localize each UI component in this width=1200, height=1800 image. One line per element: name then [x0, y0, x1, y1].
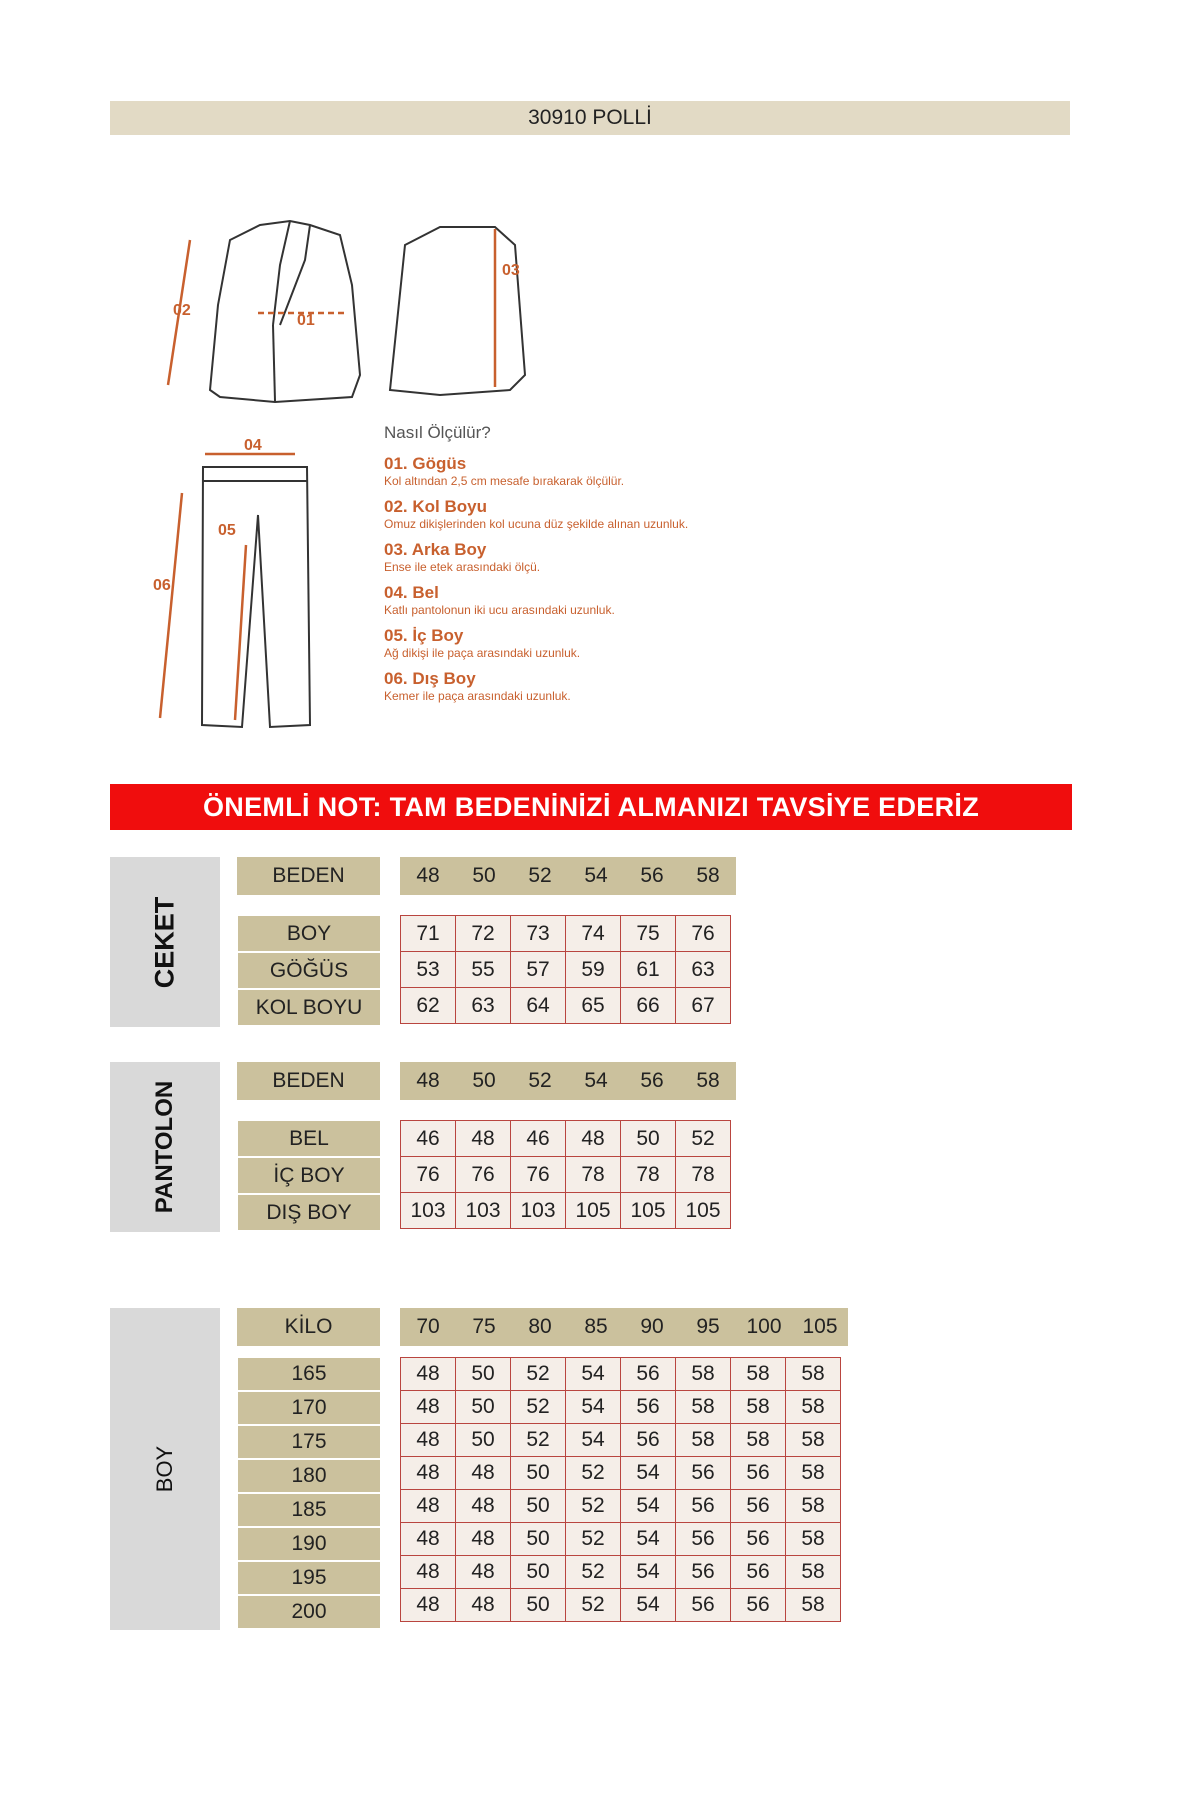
guide-item-title: 06. Dış Boy — [384, 669, 476, 688]
pantolon-row-labels — [238, 1121, 380, 1230]
table-cell: 54 — [621, 1457, 676, 1490]
table-row — [401, 1457, 841, 1490]
table-cell: 50 — [456, 1358, 511, 1391]
table-cell: 56 — [731, 1589, 786, 1622]
table-row — [401, 1391, 841, 1424]
diagram-label-05: 05 — [218, 522, 236, 539]
guide-heading: Nasıl Ölçülür? — [384, 423, 491, 442]
table-cell: 46 — [511, 1121, 566, 1157]
table-cell: 54 — [566, 1424, 621, 1457]
table-cell: 78 — [676, 1157, 731, 1193]
table-cell: 62 — [401, 988, 456, 1024]
table-cell: 48 — [456, 1457, 511, 1490]
table-cell: 48 — [401, 1589, 456, 1622]
size-cell: 48 — [400, 1062, 456, 1100]
table-cell: 105 — [566, 1193, 621, 1229]
boy-header-label: KİLO — [237, 1308, 380, 1346]
table-cell: 103 — [511, 1193, 566, 1229]
guide-item-title: 05. İç Boy — [384, 626, 464, 645]
table-cell: 58 — [786, 1457, 841, 1490]
guide-item-title: 01. Gögüs — [384, 454, 467, 473]
table-cell: 57 — [511, 952, 566, 988]
table-cell: 58 — [786, 1589, 841, 1622]
pantolon-side-label — [110, 1062, 220, 1232]
guide-item-title: 04. Bel — [384, 583, 439, 602]
guide-item-title: 03. Arka Boy — [384, 540, 487, 559]
kilo-cell: 90 — [624, 1308, 680, 1346]
table-cell: 58 — [731, 1391, 786, 1424]
table-cell: 58 — [731, 1358, 786, 1391]
guide-item — [384, 583, 824, 617]
boy-kilo-table — [400, 1357, 841, 1622]
table-cell: 71 — [401, 916, 456, 952]
guide-item — [384, 540, 824, 574]
table-row — [401, 1556, 841, 1589]
table-row — [401, 952, 731, 988]
size-cell: 52 — [512, 857, 568, 895]
row-label: 175 — [238, 1426, 380, 1458]
size-cell: 56 — [624, 1062, 680, 1100]
table-row — [401, 1121, 731, 1157]
table-row — [401, 1358, 841, 1391]
table-cell: 56 — [676, 1589, 731, 1622]
table-row — [401, 916, 731, 952]
table-cell: 50 — [621, 1121, 676, 1157]
table-cell: 105 — [621, 1193, 676, 1229]
table-cell: 54 — [566, 1358, 621, 1391]
table-cell: 56 — [676, 1457, 731, 1490]
table-cell: 48 — [456, 1556, 511, 1589]
row-label: KOL BOYU — [238, 990, 380, 1025]
table-cell: 50 — [511, 1556, 566, 1589]
row-label: 165 — [238, 1358, 380, 1390]
pantolon-measure-table — [400, 1120, 731, 1229]
guide-item-desc: Kol altından 2,5 cm mesafe bırakarak ölçülür. — [384, 474, 625, 488]
table-cell: 64 — [511, 988, 566, 1024]
boy-side-label — [110, 1308, 220, 1630]
table-cell: 52 — [511, 1391, 566, 1424]
diagram-label-01: 01 — [297, 312, 315, 329]
table-cell: 48 — [401, 1391, 456, 1424]
diagram-label-04: 04 — [244, 437, 262, 454]
pantolon-side-text: PANTOLON — [151, 1080, 179, 1214]
table-cell: 48 — [401, 1490, 456, 1523]
table-cell: 67 — [676, 988, 731, 1024]
guide-item — [384, 669, 824, 703]
table-cell: 55 — [456, 952, 511, 988]
kilo-cell: 105 — [792, 1308, 848, 1346]
diagram-label-02: 02 — [173, 302, 191, 319]
table-cell: 48 — [401, 1457, 456, 1490]
row-label: 195 — [238, 1562, 380, 1594]
table-cell: 75 — [621, 916, 676, 952]
table-row — [401, 988, 731, 1024]
row-label: DIŞ BOY — [238, 1195, 380, 1230]
table-cell: 73 — [511, 916, 566, 952]
table-cell: 105 — [676, 1193, 731, 1229]
table-cell: 59 — [566, 952, 621, 988]
table-cell: 52 — [566, 1523, 621, 1556]
measurement-guide — [384, 423, 824, 712]
table-cell: 56 — [731, 1556, 786, 1589]
pantolon-header-label: BEDEN — [237, 1062, 380, 1100]
size-cell: 50 — [456, 857, 512, 895]
guide-item-desc: Omuz dikişlerinden kol ucuna düz şekilde alınan uzunluk. — [384, 517, 689, 531]
table-cell: 53 — [401, 952, 456, 988]
table-cell: 48 — [566, 1121, 621, 1157]
table-cell: 58 — [676, 1391, 731, 1424]
table-cell: 56 — [731, 1523, 786, 1556]
table-cell: 54 — [566, 1391, 621, 1424]
table-cell: 48 — [456, 1121, 511, 1157]
table-cell: 48 — [456, 1589, 511, 1622]
table-cell: 65 — [566, 988, 621, 1024]
ceket-side-text: CEKET — [149, 896, 180, 988]
table-cell: 52 — [566, 1556, 621, 1589]
guide-item — [384, 626, 824, 660]
table-cell: 52 — [511, 1424, 566, 1457]
pantolon-size-header — [400, 1062, 736, 1100]
table-cell: 76 — [401, 1157, 456, 1193]
table-cell: 52 — [566, 1589, 621, 1622]
guide-item-title: 02. Kol Boyu — [384, 497, 487, 516]
row-label: BOY — [238, 916, 380, 951]
size-cell: 52 — [512, 1062, 568, 1100]
row-label: İÇ BOY — [238, 1158, 380, 1193]
table-cell: 56 — [676, 1523, 731, 1556]
table-cell: 56 — [731, 1457, 786, 1490]
table-cell: 72 — [456, 916, 511, 952]
table-cell: 48 — [401, 1424, 456, 1457]
table-cell: 48 — [456, 1490, 511, 1523]
table-cell: 50 — [511, 1457, 566, 1490]
table-cell: 58 — [786, 1358, 841, 1391]
table-cell: 46 — [401, 1121, 456, 1157]
size-cell: 58 — [680, 1062, 736, 1100]
size-cell: 56 — [624, 857, 680, 895]
table-cell: 66 — [621, 988, 676, 1024]
table-row — [401, 1589, 841, 1622]
size-cell: 48 — [400, 857, 456, 895]
row-label: 185 — [238, 1494, 380, 1526]
table-cell: 52 — [566, 1490, 621, 1523]
table-cell: 54 — [621, 1523, 676, 1556]
row-label: 170 — [238, 1392, 380, 1424]
boy-side-text: BOY — [152, 1445, 177, 1493]
table-row — [401, 1193, 731, 1229]
ceket-header-label: BEDEN — [237, 857, 380, 895]
table-cell: 58 — [786, 1424, 841, 1457]
table-cell: 58 — [786, 1556, 841, 1589]
kilo-cell: 100 — [736, 1308, 792, 1346]
table-row — [401, 1424, 841, 1457]
kilo-cell: 95 — [680, 1308, 736, 1346]
table-cell: 103 — [401, 1193, 456, 1229]
table-cell: 78 — [566, 1157, 621, 1193]
table-cell: 56 — [621, 1391, 676, 1424]
table-cell: 52 — [676, 1121, 731, 1157]
row-label: 200 — [238, 1596, 380, 1628]
guide-item-desc: Kemer ile paça arasındaki uzunluk. — [384, 689, 571, 703]
table-cell: 58 — [786, 1490, 841, 1523]
row-label: BEL — [238, 1121, 380, 1156]
kilo-header — [400, 1308, 848, 1346]
table-cell: 50 — [511, 1490, 566, 1523]
guide-item — [384, 454, 824, 488]
table-cell: 63 — [676, 952, 731, 988]
table-cell: 50 — [511, 1589, 566, 1622]
table-cell: 50 — [456, 1391, 511, 1424]
table-cell: 50 — [456, 1424, 511, 1457]
table-cell: 56 — [731, 1490, 786, 1523]
table-cell: 52 — [511, 1358, 566, 1391]
important-note-banner: ÖNEMLİ NOT: TAM BEDENİNİZİ ALMANIZI TAVSİYE EDERİZ — [110, 784, 1072, 830]
ceket-size-header — [400, 857, 736, 895]
table-cell: 61 — [621, 952, 676, 988]
table-cell: 48 — [401, 1556, 456, 1589]
kilo-cell: 70 — [400, 1308, 456, 1346]
table-cell: 74 — [566, 916, 621, 952]
row-label: GÖĞÜS — [238, 953, 380, 988]
kilo-cell: 85 — [568, 1308, 624, 1346]
table-cell: 76 — [676, 916, 731, 952]
guide-item — [384, 497, 824, 531]
table-cell: 54 — [621, 1589, 676, 1622]
size-cell: 50 — [456, 1062, 512, 1100]
table-cell: 52 — [566, 1457, 621, 1490]
table-cell: 58 — [786, 1523, 841, 1556]
table-cell: 56 — [621, 1358, 676, 1391]
diagram-label-03: 03 — [502, 262, 520, 279]
table-cell: 76 — [456, 1157, 511, 1193]
table-row — [401, 1490, 841, 1523]
row-label: 180 — [238, 1460, 380, 1492]
table-cell: 56 — [676, 1556, 731, 1589]
ceket-side-label — [110, 857, 220, 1027]
size-cell: 54 — [568, 1062, 624, 1100]
diagram-label-06: 06 — [153, 577, 171, 594]
table-cell: 56 — [621, 1424, 676, 1457]
table-row — [401, 1523, 841, 1556]
table-cell: 58 — [676, 1358, 731, 1391]
guide-item-desc: Ense ile etek arasındaki ölçü. — [384, 560, 541, 574]
table-cell: 103 — [456, 1193, 511, 1229]
boy-row-labels — [238, 1358, 380, 1628]
guide-item-desc: Katlı pantolonun iki ucu arasındaki uzunluk. — [384, 603, 615, 617]
table-cell: 58 — [676, 1424, 731, 1457]
size-cell: 54 — [568, 857, 624, 895]
table-cell: 76 — [511, 1157, 566, 1193]
table-cell: 48 — [401, 1523, 456, 1556]
table-cell: 48 — [456, 1523, 511, 1556]
guide-item-desc: Ağ dikişi ile paça arasındaki uzunluk. — [384, 646, 581, 660]
table-cell: 48 — [401, 1358, 456, 1391]
ceket-row-labels — [238, 916, 380, 1025]
kilo-cell: 80 — [512, 1308, 568, 1346]
table-cell: 56 — [676, 1490, 731, 1523]
row-label: 190 — [238, 1528, 380, 1560]
table-cell: 50 — [511, 1523, 566, 1556]
table-cell: 63 — [456, 988, 511, 1024]
size-cell: 58 — [680, 857, 736, 895]
table-cell: 58 — [731, 1424, 786, 1457]
table-cell: 54 — [621, 1556, 676, 1589]
table-row — [401, 1157, 731, 1193]
ceket-measure-table — [400, 915, 731, 1024]
page-title: 30910 POLLİ — [110, 101, 1070, 135]
table-cell: 78 — [621, 1157, 676, 1193]
kilo-cell: 75 — [456, 1308, 512, 1346]
table-cell: 58 — [786, 1391, 841, 1424]
table-cell: 54 — [621, 1490, 676, 1523]
